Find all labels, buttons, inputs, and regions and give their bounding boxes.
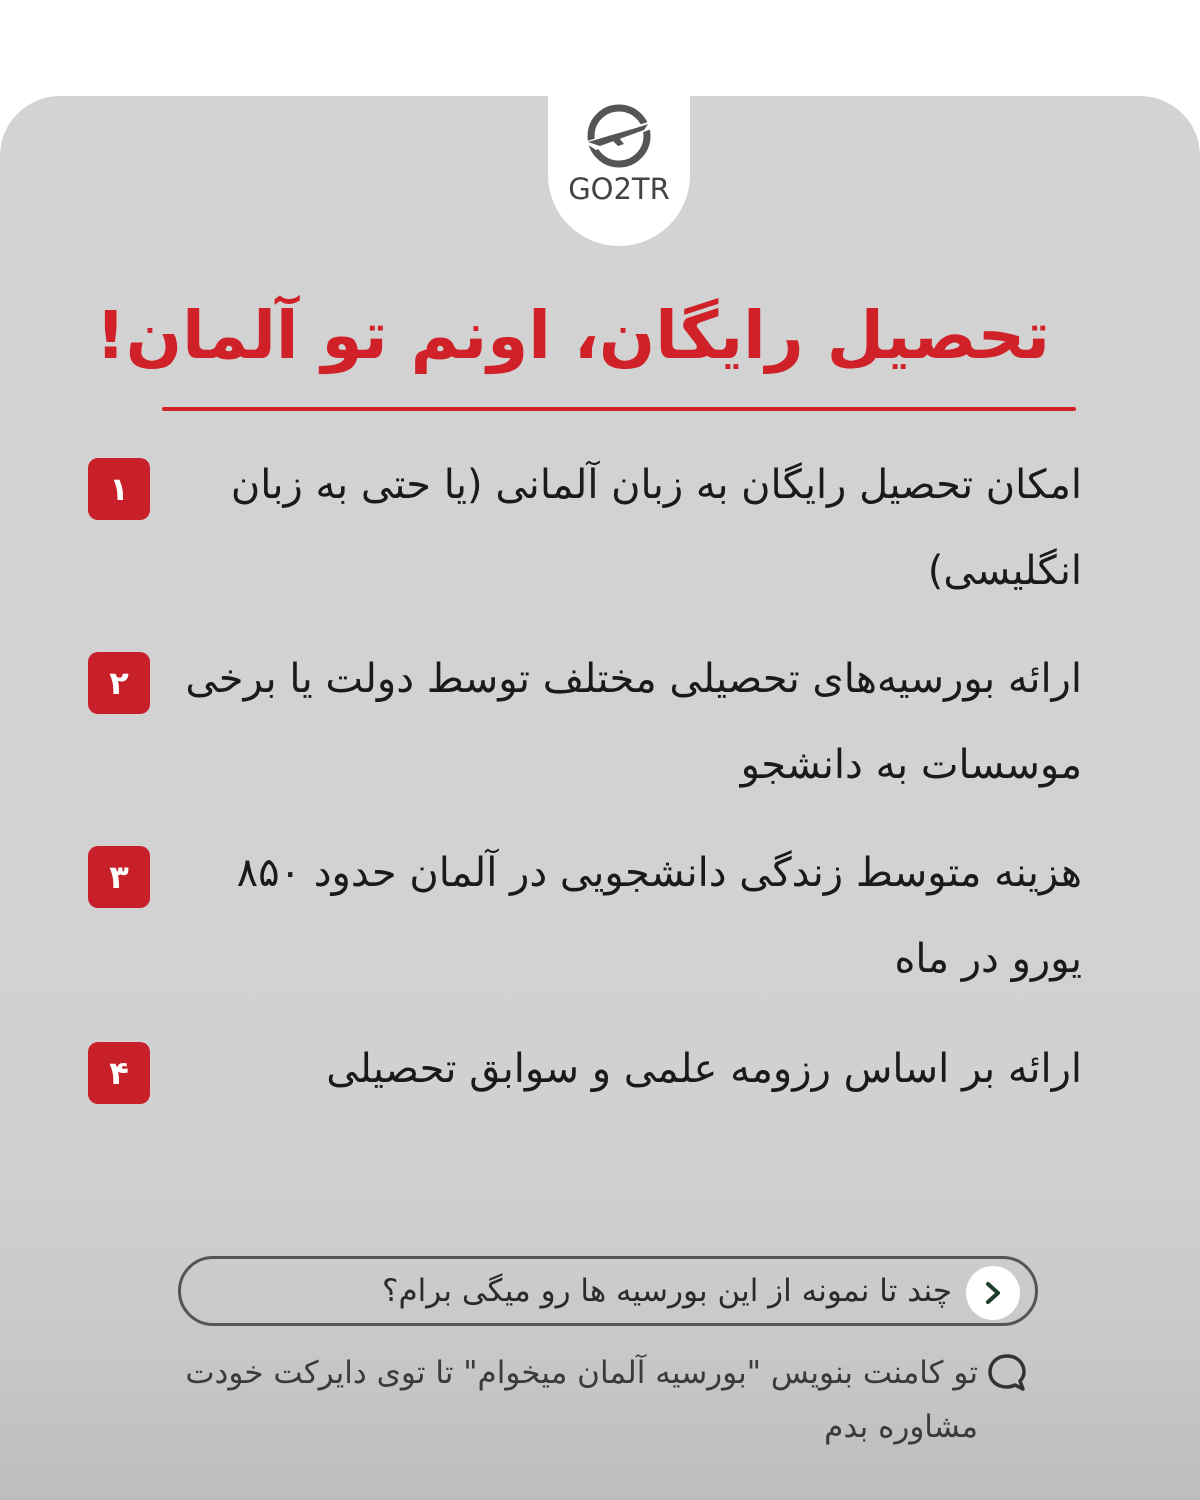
page-title: تحصیل رایگان، اونم تو آلمان! bbox=[95, 297, 1050, 374]
item-text: امکان تحصیل رایگان به زبان آلمانی (یا حتی به زبان انگلیسی) bbox=[230, 462, 1082, 594]
item-text: هزینه متوسط زندگی دانشجویی در آلمان حدود ۸۵۰ یورو در ماه bbox=[236, 850, 1082, 982]
item-text: ارائه بورسیه‌های تحصیلی مختلف توسط دولت یا برخی موسسات به دانشجو bbox=[185, 656, 1082, 788]
comment-instruction: تو کامنت بنویس "بورسیه آلمان میخوام" تا توی دایرکت خودت مشاوره بدم bbox=[185, 1355, 978, 1445]
list-item bbox=[88, 840, 1088, 1010]
title-divider bbox=[162, 407, 1076, 411]
list-item bbox=[88, 1036, 1088, 1206]
item-number-badge: ۱ bbox=[88, 458, 150, 520]
item-number-badge: ۳ bbox=[88, 846, 150, 908]
list-item bbox=[88, 646, 1088, 816]
plane-globe-icon bbox=[578, 98, 660, 174]
item-number-badge: ۲ bbox=[88, 652, 150, 714]
item-text: ارائه بر اساس رزومه علمی و سوابق تحصیلی bbox=[326, 1046, 1082, 1092]
item-number-badge: ۴ bbox=[88, 1042, 150, 1104]
question-pill-text: چند تا نمونه از این بورسیه ها رو میگی برام؟ bbox=[382, 1273, 952, 1309]
chevron-right-icon[interactable] bbox=[966, 1266, 1020, 1320]
logo-text: GO2TR bbox=[568, 172, 670, 206]
list-item bbox=[88, 452, 1088, 622]
comment-bubble-icon bbox=[986, 1352, 1028, 1394]
